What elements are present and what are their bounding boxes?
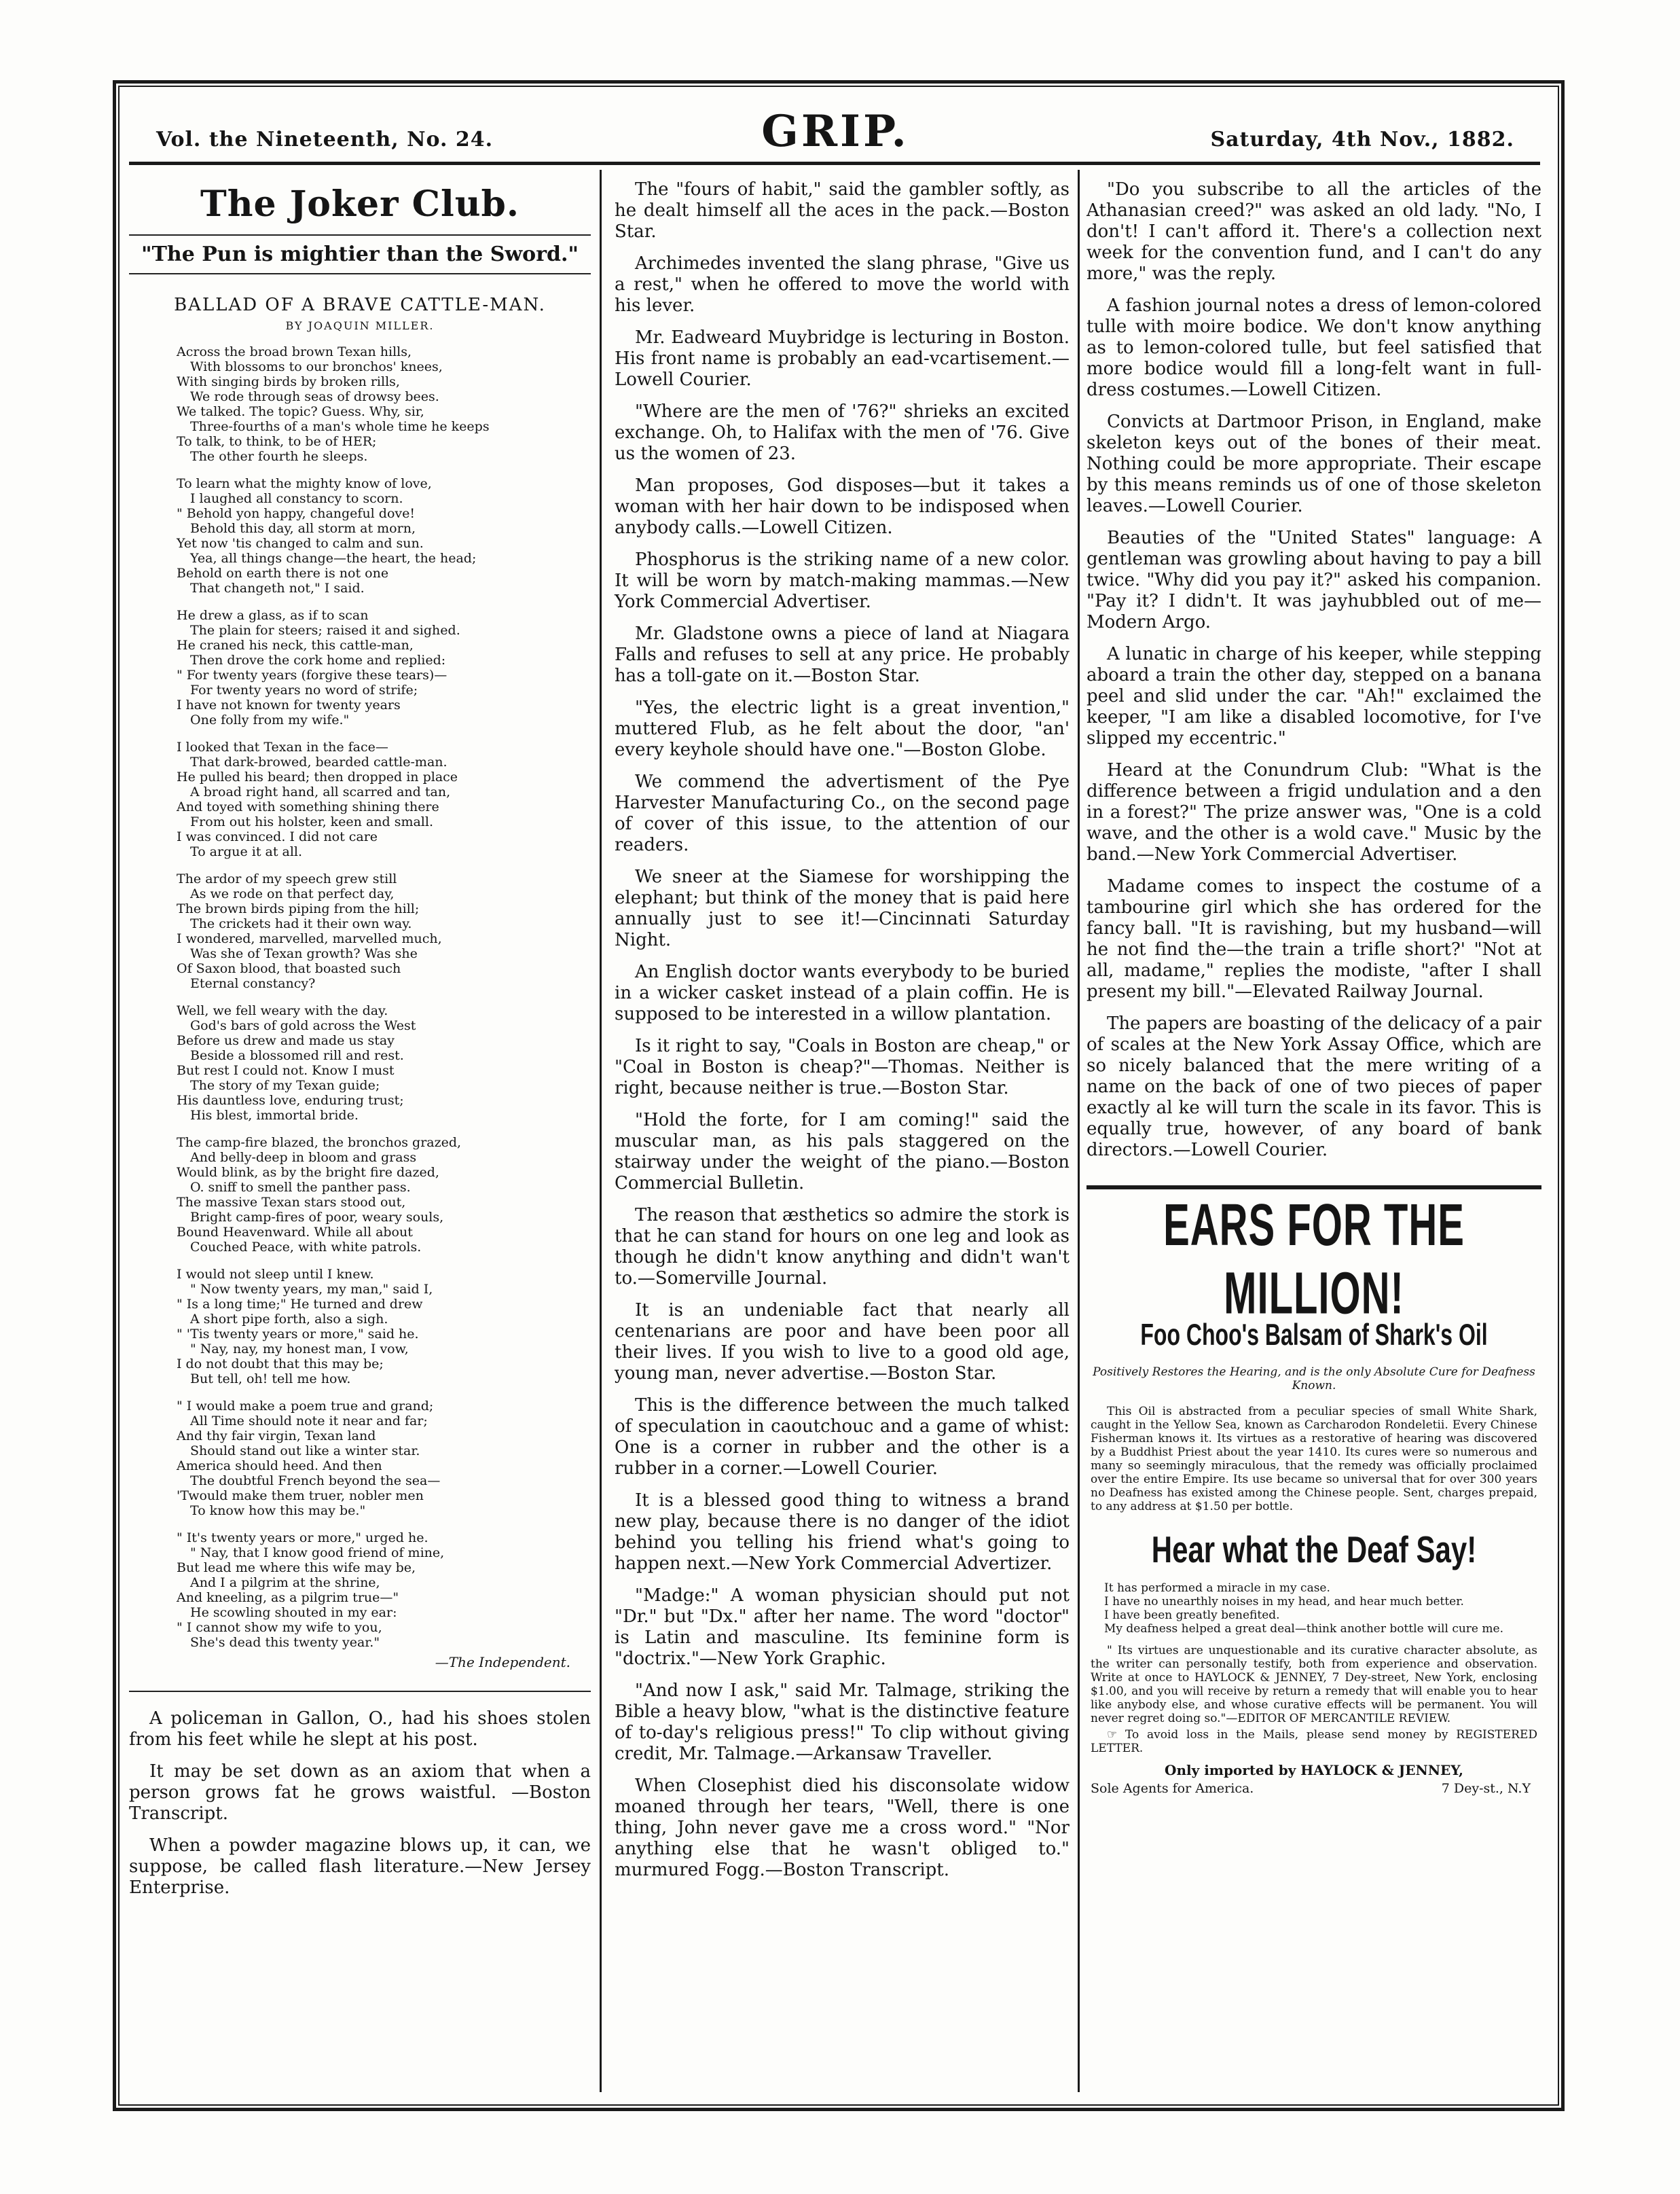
- poem-line: From out his holster, keen and small.: [190, 814, 434, 829]
- article-paragraph: We sneer at the Siamese for worshipping the elephant; but think of the money that is paid here annually just to see it!—Cincinnati Saturday Night.: [615, 867, 1070, 950]
- poem-line: And I a pilgrim at the shrine,: [190, 1575, 380, 1590]
- poem-line: To talk, to think, to be of HER;: [177, 434, 377, 449]
- poem-line: " Is a long time;" He turned and drew: [177, 1297, 423, 1312]
- poem-line: And kneeling, as a pilgrim true—": [177, 1590, 399, 1605]
- poem-line: Bright camp-fires of poor, weary souls,: [190, 1210, 444, 1225]
- poem-line: I looked that Texan in the face—: [177, 740, 388, 755]
- article-paragraph: An English doctor wants everybody to be buried in a wicker casket instead of a plain coffin. He is supposed to be interested in a willow plantation.: [615, 962, 1070, 1024]
- article-list: [129, 1708, 591, 1899]
- poem-line: Well, we fell weary with the day.: [177, 1003, 388, 1018]
- poem-line: We talked. The topic? Guess. Why, sir,: [177, 404, 424, 419]
- poem-line: To learn what the mighty know of love,: [177, 476, 432, 491]
- column-divider: [600, 170, 602, 2092]
- poem-body: [129, 344, 591, 1650]
- masthead: [129, 106, 1541, 167]
- advertisement: [1086, 1185, 1541, 1796]
- article-paragraph: Man proposes, God disposes—but it takes a woman with her hair down to be indisposed when anybody calls.—Lowell Citizen.: [615, 475, 1070, 538]
- ad-testimonial-heading: Hear what the Deaf Say!: [1151, 1528, 1477, 1570]
- poem-line: America should heed. And then: [177, 1458, 382, 1473]
- poem-line: To argue it at all.: [190, 844, 303, 859]
- article-paragraph: Madame comes to inspect the costume of a tambourine girl which she has ordered for the fancy ball. "It is ravishing, but my husband—will he not find the—the train a trifle short?' "Not at all, madame," replies the modiste, "after I shall present my bill."—Elevated Railway Journal.: [1086, 876, 1541, 1002]
- poem-line: " Now twenty years, my man," said I,: [190, 1282, 433, 1297]
- article-paragraph: Convicts at Dartmoor Prison, in England, make skeleton keys out of the bones of their meat. Nothing could be more appropriate. Their escape by this means reminds us of one of those skeleton leaves.—Lowell Courier.: [1086, 412, 1541, 516]
- article-paragraph: "Do you subscribe to all the articles of the Athanasian creed?" was asked an old lady. "No, I don't! I can't afford it. There's a collection next week for the convention fund, and I can't do any more," was the reply.: [1086, 179, 1541, 284]
- poem-line: That changeth not," I said.: [190, 581, 365, 596]
- poem-line: One folly from my wife.": [190, 713, 350, 727]
- poem-line: With singing birds by broken rills,: [177, 374, 400, 389]
- poem-line: Beside a blossomed rill and rest.: [190, 1048, 404, 1063]
- ad-subheadline: Foo Choo's Balsam of Shark's Oil: [1140, 1317, 1488, 1352]
- article-paragraph: Mr. Eadweard Muybridge is lecturing in Boston. His front name is probably an ead-vcartisement.—Lowell Courier.: [615, 327, 1070, 390]
- poem-line: The other fourth he sleeps.: [190, 449, 368, 464]
- importer: Only imported by HAYLOCK & JENNEY,: [1165, 1762, 1463, 1778]
- testimonial: I have no unearthly noises in my head, and hear much better.: [1104, 1595, 1464, 1608]
- poem-line: 'Twould make them truer, nobler men: [177, 1488, 424, 1503]
- poem-line: Of Saxon blood, that boasted such: [177, 961, 401, 976]
- volume-number: Vol. the Nineteenth, No. 24.: [156, 128, 494, 151]
- section-motto: "The Pun is mightier than the Sword.": [129, 234, 591, 274]
- poem-line: The camp-fire blazed, the bronchos grazed,: [177, 1135, 462, 1150]
- poem-line: Was she of Texan growth? Was she: [190, 946, 418, 961]
- article-paragraph: Mr. Gladstone owns a piece of land at Niagara Falls and refuses to sell at any price. He probably has a toll-gate on it.—Boston Star.: [615, 624, 1070, 686]
- poem-line: As we rode on that perfect day,: [190, 886, 395, 901]
- article-paragraph: When a powder magazine blows up, it can, we suppose, be called flash literature.—New Jersey Enterprise.: [129, 1835, 591, 1898]
- article-paragraph: A policeman in Gallon, O., had his shoes stolen from his feet while he slept at his post.: [129, 1708, 591, 1750]
- poem-line: Eternal constancy?: [190, 976, 316, 991]
- article-paragraph: Is it right to say, "Coals in Boston are cheap," or "Coal in Boston is cheap?"—Thomas. Neither is right, because neither is true.—Boston Star.: [615, 1036, 1070, 1098]
- poem-stanza: [177, 871, 591, 991]
- ad-body: This Oil is abstracted from a peculiar species of small White Shark, caught in the Yellow Sea, known as Carcharodon Rondeletii. Every Chinese Fisherman knows it. Its virtues as a restorative of hearing was discovered by a Buddhist Priest about the year 1410. Its cures were so numerous and many so seemingly miraculous, that the remedy was officially proclaimed over the entire Empire. Its use became so universal that for over 300 years no Deafness has existed among the Chinese people. Sent, charges prepaid, to any address at $1.50 per bottle.: [1091, 1405, 1537, 1513]
- poem-line: " 'Tis twenty years or more," said he.: [177, 1327, 419, 1342]
- poem-line: I have not known for twenty years: [177, 698, 401, 713]
- article-paragraph: We commend the advertisment of the Pye Harvester Manufacturing Co., on the second page of cover of this issue, to the attention of our readers.: [615, 772, 1070, 855]
- poem-line: The story of my Texan guide;: [190, 1078, 380, 1093]
- testimonial: I have been greatly benefited.: [1104, 1608, 1280, 1622]
- poem-line: And thy fair virgin, Texan land: [177, 1428, 376, 1443]
- poem-line: His blest, immortal bride.: [190, 1108, 359, 1123]
- poem-line: Then drove the cork home and replied:: [190, 653, 446, 668]
- poem-line: A short pipe forth, also a sigh.: [190, 1312, 388, 1327]
- article-paragraph: Phosphorus is the striking name of a new color. It will be worn by match-making mammas.—New York Commercial Advertiser.: [615, 550, 1070, 612]
- poem-line: With blossoms to our bronchos' knees,: [190, 359, 443, 374]
- poem-line: And toyed with something shining there: [177, 799, 439, 814]
- masthead-rule: [129, 162, 1540, 165]
- poem-line: " For twenty years (forgive these tears)—: [177, 668, 448, 683]
- ad-tagline: Positively Restores the Hearing, and is the only Absolute Cure for Deafness Known.: [1093, 1365, 1535, 1392]
- poem-line: " It's twenty years or more," urged he.: [177, 1530, 428, 1545]
- poem-stanza: [177, 1267, 591, 1386]
- poem-line: The plain for steers; raised it and sighed.: [190, 623, 460, 638]
- poem-stanza: [177, 476, 591, 596]
- poem-line: " I would make a poem true and grand;: [177, 1399, 434, 1414]
- poem-line: Behold on earth there is not one: [177, 566, 389, 581]
- ad-headline: EARS FOR THE MILLION!: [1163, 1192, 1465, 1327]
- column-1: [129, 179, 591, 1909]
- article-paragraph: "Where are the men of '76?" shrieks an excited exchange. Oh, to Halifax with the men of '76. Give us the women of 23.: [615, 401, 1070, 464]
- poem-line: And belly-deep in bloom and grass: [190, 1150, 417, 1165]
- poem-line: " Behold yon happy, changeful dove!: [177, 506, 416, 521]
- article-paragraph: "Madge:" A woman physician should put not "Dr." but "Dx." after her name. The word "doctor" is Latin and masculine. Its feminine form is "doctrix."—New York Graphic.: [615, 1585, 1070, 1669]
- poem-line: I do not doubt that this may be;: [177, 1356, 384, 1371]
- poem-line: The massive Texan stars stood out,: [177, 1195, 406, 1210]
- poem-line: He scowling shouted in my ear:: [190, 1605, 397, 1620]
- article-paragraph: The papers are boasting of the delicacy of a pair of scales at the New York Assay Office, which are so nicely balanced that the mere writing of a name on the back of one of two pieces of paper exactly al ke will turn the scale in its favor. This is equally true, however, of any board of bank directors.—Lowell Courier.: [1086, 1013, 1541, 1160]
- poem-line: O. sniff to smell the panther pass.: [190, 1180, 411, 1195]
- poem-credit: —The Independent.: [435, 1654, 570, 1670]
- divider: [129, 1691, 591, 1692]
- poem-line: I wondered, marvelled, marvelled much,: [177, 931, 442, 946]
- poem-line: The brown birds piping from the hill;: [177, 901, 420, 916]
- poem-line: " Nay, nay, my honest man, I vow,: [190, 1342, 409, 1356]
- testimonial: My deafness helped a great deal—think another bottle will cure me.: [1104, 1622, 1503, 1636]
- poem-stanza: [177, 344, 591, 464]
- article-list: [615, 179, 1070, 1881]
- testimonial: It has performed a miracle in my case.: [1104, 1581, 1330, 1595]
- poem-line: Before us drew and made us stay: [177, 1033, 395, 1048]
- article-paragraph: It is a blessed good thing to witness a brand new play, because there is no danger of the idiot behind you telling his friend what's going to happen next.—New York Commercial Advertizer.: [615, 1490, 1070, 1574]
- article-list: [1086, 179, 1541, 1161]
- poem-stanza: [177, 608, 591, 727]
- poem-line: He pulled his beard; then dropped in place: [177, 770, 458, 785]
- poem-line: Couched Peace, with white patrols.: [190, 1240, 422, 1255]
- poem-stanza: [177, 740, 591, 859]
- poem-line: Across the broad brown Texan hills,: [177, 344, 412, 359]
- poem-line: For twenty years no word of strife;: [190, 683, 418, 698]
- issue-date: Saturday, 4th Nov., 1882.: [1210, 128, 1514, 151]
- column-3: [1086, 179, 1541, 1799]
- poem-line: But rest I could not. Know I must: [177, 1063, 395, 1078]
- poem-line: I laughed all constancy to scorn.: [190, 491, 403, 506]
- poem-line: God's bars of gold across the West: [190, 1018, 416, 1033]
- poem-line: His dauntless love, enduring trust;: [177, 1093, 404, 1108]
- article-paragraph: It is an undeniable fact that nearly all centenarians are poor and have been poor all their lives. If you wish to live to a good old age, young man, never advertise.—Boston Star.: [615, 1300, 1070, 1384]
- article-paragraph: "Hold the forte, for I am coming!" said the muscular man, as his pals staggered on the stairway under the weight of the piano.—Boston Commercial Bulletin.: [615, 1110, 1070, 1193]
- poem-stanza: [177, 1003, 591, 1123]
- article-paragraph: Beauties of the "United States" language: A gentleman was growling about having to pay a bill twice. "Why did you pay it?" asked his companion. "Pay it? I didn't. It was jayhubbled out of me—Modern Argo.: [1086, 528, 1541, 632]
- ad-rule: [1086, 1185, 1541, 1189]
- column-divider: [1078, 170, 1080, 2092]
- article-paragraph: The reason that æsthetics so admire the stork is that he can stand for hours on one leg and look as though he didn't know anything and didn't wan't to.—Somerville Journal.: [615, 1205, 1070, 1289]
- poem-line: He drew a glass, as if to scan: [177, 608, 369, 623]
- poem-line: That dark-browed, bearded cattle-man.: [190, 755, 448, 770]
- article-paragraph: Archimedes invented the slang phrase, "Give us a rest," when he offered to move the world with his lever.: [615, 253, 1070, 316]
- poem-line: But lead me where this wife may be,: [177, 1560, 416, 1575]
- poem-line: He craned his neck, this cattle-man,: [177, 638, 414, 653]
- poem-line: We rode through seas of drowsy bees.: [190, 389, 439, 404]
- agents-label: Sole Agents for America.: [1091, 1781, 1254, 1796]
- poem-stanza: [177, 1530, 591, 1650]
- poem-line: The crickets had it their own way.: [190, 916, 412, 931]
- poem-author: BY JOAQUIN MILLER.: [285, 319, 435, 332]
- poem-line: A broad right hand, all scarred and tan,: [190, 785, 451, 799]
- poem-line: I was convinced. I did not care: [177, 829, 378, 844]
- editor-note: " Its virtues are unquestionable and its curative character absolute, as the writer can personally testify, both from experience and observation. Write at once to HAYLOCK & JENNEY, 7 Dey-street, New York, enclosing $1.00, and you will receive by return a remedy that will enable you to hear like anybody else, and whose curative effects will be permanent. You will never regret doing so."—EDITOR OF MERCANTILE REVIEW.: [1091, 1644, 1537, 1725]
- section-title: The Joker Club.: [200, 183, 519, 225]
- article-paragraph: It may be set down as an axiom that when a person grows fat he grows waistful. —Boston Transcript.: [129, 1761, 591, 1824]
- ad-footer: [1091, 1781, 1537, 1796]
- poem-line: " I cannot show my wife to you,: [177, 1620, 382, 1635]
- article-paragraph: Heard at the Conundrum Club: "What is the difference between a frigid undulation and a den in a forest?" The prize answer was, "One is a cold wave, and the other is a wold cave." Music by the band.—New York Commercial Advertiser.: [1086, 760, 1541, 865]
- poem-line: Would blink, as by the bright fire dazed,: [177, 1165, 439, 1180]
- article-paragraph: This is the difference between the much talked of speculation in caoutchouc and a game of whist: One is a corner in rubber and the other is a rubber in a corner.—Lowell Courier.: [615, 1395, 1070, 1479]
- poem-line: The doubtful French beyond the sea—: [190, 1473, 441, 1488]
- poem-line: Bound Heavenward. While all about: [177, 1225, 413, 1240]
- poem-line: The ardor of my speech grew still: [177, 871, 397, 886]
- mail-note: ☞ To avoid loss in the Mails, please send money by REGISTERED LETTER.: [1091, 1728, 1537, 1755]
- column-2: [615, 179, 1070, 1892]
- testimonial-list: [1091, 1581, 1537, 1636]
- poem-line: To know how this may be.": [190, 1503, 366, 1518]
- article-paragraph: A fashion journal notes a dress of lemon-colored tulle with moire bodice. We don't know anything as to lemon-colored tulle, but feel satisfied that more bodice would fill a long-felt want in full-dress costumes.—Lowell Citizen.: [1086, 295, 1541, 400]
- article-paragraph: "Yes, the electric light is a great invention," muttered Flub, as he felt about the door, "an' every keyhole should have one."—Boston Globe.: [615, 698, 1070, 760]
- article-paragraph: A lunatic in charge of his keeper, while stepping aboard a train the other day, stepped on a banana peel and slid under the car. "Ah!" exclaimed the keeper, "I am like a disabled locomotive, for I've slipped my eccentric.": [1086, 644, 1541, 749]
- poem-title: BALLAD OF A BRAVE CATTLE-MAN.: [174, 295, 546, 315]
- poem-line: Three-fourths of a man's whole time he keeps: [190, 419, 490, 434]
- article-paragraph: "And now I ask," said Mr. Talmage, striking the Bible a heavy blow, "what is the distinctive feature of to-day's religious press!" To clip without giving credit, Mr. Talmage.—Arkansaw Traveller.: [615, 1680, 1070, 1764]
- article-paragraph: When Closephist died his disconsolate widow moaned through her tears, "Well, there is one thing, John never gave me a cross word." "Nor anything else that he wasn't obliged to." murmured Fogg.—Boston Transcript.: [615, 1776, 1070, 1880]
- poem-line: Yet now 'tis changed to calm and sun.: [177, 536, 424, 551]
- poem-stanza: [177, 1399, 591, 1518]
- article-paragraph: The "fours of habit," said the gambler softly, as he dealt himself all the aces in the pack.—Boston Star.: [615, 179, 1070, 242]
- poem-line: Should stand out like a winter star.: [190, 1443, 420, 1458]
- poem-line: She's dead this twenty year.": [190, 1635, 380, 1650]
- poem-line: I would not sleep until I knew.: [177, 1267, 374, 1282]
- publication-title: GRIP.: [761, 106, 909, 157]
- poem-line: " Nay, that I know good friend of mine,: [190, 1545, 445, 1560]
- poem-line: Behold this day, all storm at morn,: [190, 521, 416, 536]
- poem-line: Yea, all things change—the heart, the head;: [190, 551, 477, 566]
- poem-line: But tell, oh! tell me how.: [190, 1371, 351, 1386]
- poem-stanza: [177, 1135, 591, 1255]
- poem-line: All Time should note it near and far;: [190, 1414, 428, 1428]
- agents-address: 7 Dey-st., N.Y: [1441, 1781, 1531, 1796]
